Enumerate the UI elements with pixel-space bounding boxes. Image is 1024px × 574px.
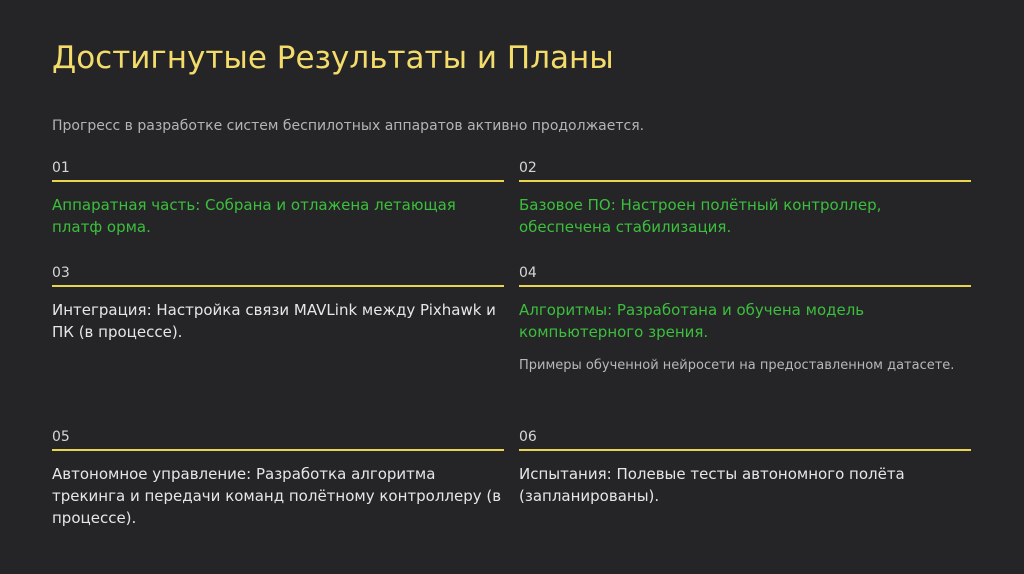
item-number: 02 bbox=[519, 160, 537, 176]
item-divider bbox=[519, 180, 971, 182]
item-divider bbox=[52, 180, 504, 182]
result-item-05 bbox=[52, 428, 504, 529]
item-number: 04 bbox=[519, 265, 537, 281]
slide-subtitle: Прогресс в разработке систем беспилотных аппаратов активно продолжается. bbox=[52, 118, 645, 134]
item-text: Базовое ПО: Настроен полётный контроллер, обеспечена стабилизация. bbox=[519, 196, 882, 236]
result-item-04 bbox=[519, 264, 971, 378]
item-number: 03 bbox=[52, 265, 70, 281]
item-text: Интеграция: Настройка связи MAVLink между Pixhawk и ПК (в процессе). bbox=[52, 301, 496, 341]
item-text: Алгоритмы: Разработана и обучена модель компьютерного зрения. bbox=[519, 301, 865, 341]
result-item-06 bbox=[519, 428, 971, 507]
slide-title: Достигнутые Результаты и Планы bbox=[52, 40, 614, 76]
item-number: 05 bbox=[52, 429, 70, 445]
item-divider bbox=[519, 285, 971, 287]
result-item-03 bbox=[52, 264, 504, 343]
item-divider bbox=[52, 449, 504, 451]
item-text: Автономное управление: Разработка алгоритма трекинга и передачи команд полётному контроллеру (в процессе). bbox=[52, 465, 502, 527]
item-text: Аппаратная часть: Собрана и отлажена летающая платф орма. bbox=[52, 196, 456, 236]
result-item-02 bbox=[519, 159, 971, 238]
item-divider bbox=[52, 285, 504, 287]
item-number: 01 bbox=[52, 160, 70, 176]
item-text: Испытания: Полевые тесты автономного полёта (запланированы). bbox=[519, 465, 905, 505]
item-number: 06 bbox=[519, 429, 537, 445]
item-divider bbox=[519, 449, 971, 451]
result-item-01 bbox=[52, 159, 504, 238]
item-note: Примеры обученной нейросети на предоставленном датасете. bbox=[519, 358, 955, 373]
